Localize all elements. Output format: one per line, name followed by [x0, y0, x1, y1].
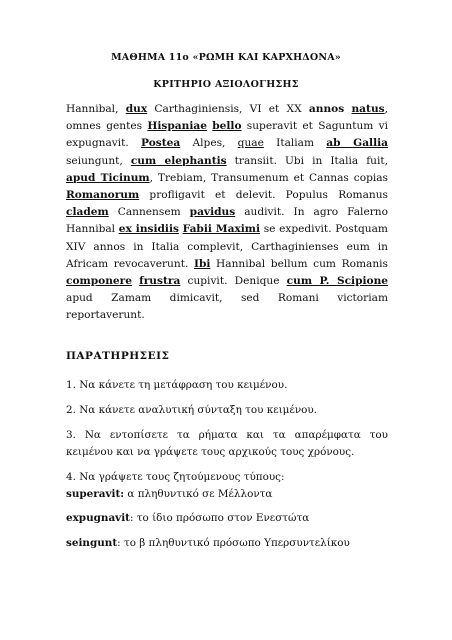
form-item [66, 486, 388, 503]
key-phrase: componere [66, 275, 132, 288]
form-word: seingunt [66, 537, 118, 549]
form-desc: : το β πληθυντικό πρόσωπο Υπερσυντελίκου [117, 537, 350, 549]
key-phrase: ex insidiis [118, 223, 179, 236]
latin-passage [66, 101, 388, 325]
passage-text: audivit. In agro Falerno Hannibal [66, 206, 388, 236]
passage-text: , omnes gentes [66, 103, 388, 133]
key-phrase: annos [308, 103, 345, 115]
form-item [66, 510, 388, 527]
passage-text: , Trebiam, Transumenum et Cannas copias [149, 171, 388, 184]
key-phrase: dux [125, 103, 148, 115]
key-phrase: quae [237, 137, 264, 150]
form-desc: α πληθυντικό σε Μέλλοντα [124, 487, 273, 500]
key-phrase: ab Gallia [326, 137, 388, 150]
question-4-prompt: 4. Να γράψετε τους ζητούμενους τύπους: [66, 471, 285, 483]
question-1: 1. Να κάνετε τη μετάφραση του κειμένου. [66, 379, 288, 391]
key-phrase: pavidus [189, 206, 236, 219]
notes-heading: ΠΑΡΑΤΗΡΗΣΕΙΣ [66, 350, 170, 362]
passage-text: Hannibal bellum cum Romanis [210, 257, 388, 270]
assessment-subtitle: ΚΡΙΤΗΡΙΟ ΑΞΙΟΛΟΓΗΣΗΣ [153, 79, 299, 90]
passage-text: Cannensem [108, 206, 190, 219]
passage-text: seiungunt, [66, 154, 131, 167]
key-phrase: natus [351, 103, 385, 115]
key-phrase: Hispaniae [147, 120, 207, 133]
passage-text: transiit. Ubi in Italia fuit, [226, 154, 388, 167]
key-phrase: Ibi [194, 257, 211, 270]
key-phrase: Postea [141, 137, 181, 150]
passage-text: superavit et Saguntum vi expugnavit. [66, 120, 388, 150]
lesson-title: ΜΑΘΗΜΑ 11ο «ΡΩΜΗ ΚΑΙ ΚΑΡΧΗΔΟΝΑ» [111, 52, 341, 63]
passage-text: cupivit. Denique [180, 275, 287, 288]
passage-text: apud Zamam dimicavit, sed Romani victoriam reportaverunt. [66, 292, 388, 322]
question-2: 2. Να κάνετε αναλυτική σύνταξη του κειμένου. [66, 404, 318, 416]
key-phrase: bello [212, 120, 242, 133]
form-word: expugnavit [66, 512, 130, 524]
key-phrase: frustra [139, 275, 181, 288]
form-item [66, 535, 388, 552]
key-phrase: cum elephantis [130, 154, 227, 167]
key-phrase: Fabii Maximi [182, 223, 261, 236]
passage-text: Carthaginiensis, VI et XX [147, 103, 309, 115]
form-desc: : το ίδιο πρόσωπο στον Ενεστώτα [129, 512, 310, 524]
question-3: 3. Να εντοπίσετε τα ρήματα και τα απαρέμφατα του κειμένου και να γράψετε τους αρχικούς τους χρόνους. [66, 429, 388, 458]
passage-text: Italiam [263, 137, 327, 150]
passage-text: se expedivit. Postquam XIV annos in Italia complevit, Carthaginienses eum in Africam revocaverunt. [66, 223, 388, 270]
passage-text: profligavit et delevit. Populus Romanus [139, 189, 388, 202]
key-phrase: Romanorum [66, 189, 140, 202]
form-word: superavit: [66, 487, 125, 500]
passage-text: Hannibal, [66, 103, 119, 115]
key-phrase: cum P. Scipione [286, 275, 389, 288]
passage-text [118, 103, 125, 115]
key-phrase: cladem [66, 206, 109, 219]
passage-text: Alpes, [180, 137, 238, 150]
key-phrase: apud Ticinum [66, 171, 150, 184]
question-4 [66, 469, 388, 502]
